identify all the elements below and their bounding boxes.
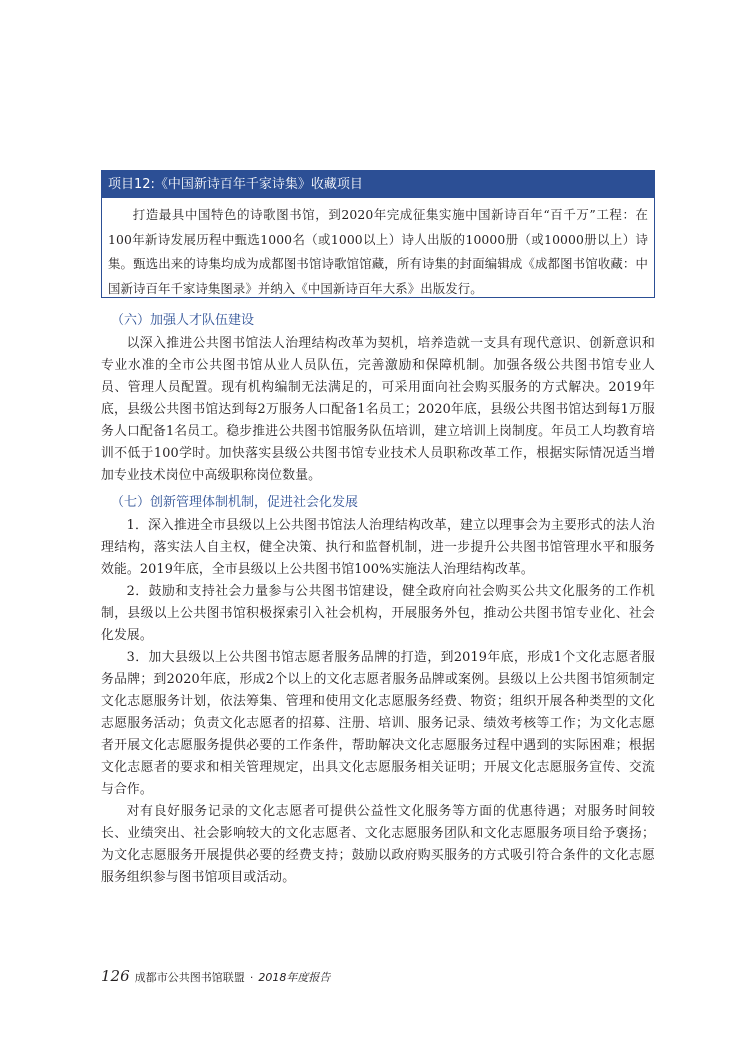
- paragraph: 2．鼓励和支持社会力量参与公共图书馆建设，健全政府向社会购买公共文化服务的工作机制，县级以上公共图书馆积极探索引入社会机构，开展服务外包，推动公共图书馆专业化、社会化发展。: [101, 584, 655, 643]
- section-heading-6: （六）加强人才队伍建设: [111, 313, 255, 328]
- main-content: [101, 305, 655, 889]
- page-number: 126: [101, 967, 130, 985]
- paragraph: 3．加大县级以上公共图书馆志愿者服务品牌的打造，到2019年底，形成1个文化志愿者服务品牌；到2020年底，形成2个以上的文化志愿者服务品牌或案例。县级以上公共图书馆须制定文化志愿服务计划，依法筹集、管理和使用文化志愿服务经费、物资；组织开展各种类型的文化志愿服务活动；负责文化志愿者的招募、注册、培训、服务记录、绩效考核等工作；为文化志愿者开展文化志愿服务提供必要的工作条件，帮助解决文化志愿服务过程中遇到的实际困难；根据文化志愿者的要求和相关管理规定，出具文化志愿服务相关证明；开展文化志愿服务宣传、交流与合作。: [101, 650, 655, 797]
- project-box-text: 打造最具中国特色的诗歌图书馆，到2020年完成征集实施中国新诗百年“百千万”工程：在100年新诗发展历程中甄选1000名（或1000以上）诗人出版的10000册（或10000册以上）诗集。甄选出来的诗集均成为成都图书馆诗歌馆馆藏，所有诗集的封面编辑成《成都图书馆收藏：中国新诗百年千家诗集图录》并纳入《中国新诗百年大系》出版发行。: [108, 207, 648, 296]
- page-footer: [101, 966, 330, 985]
- project-box-title: 项目12:《中国新诗百年千家诗集》收藏项目: [102, 171, 654, 198]
- paragraph: 对有良好服务记录的文化志愿者可提供公益性文化服务等方面的优惠待遇；对服务时间较长、业绩突出、社会影响较大的文化志愿者、文化志愿服务团队和文化志愿服务项目给予褒扬；为文化志愿服务开展提供必要的经费支持；鼓励以政府购买服务的方式吸引符合条件的文化志愿服务组织参与图书馆项目或活动。: [101, 804, 655, 885]
- paragraph: 1．深入推进全市县级以上公共图书馆法人治理结构改革，建立以理事会为主要形式的法人治理结构，落实法人自主权，健全决策、执行和监督机制，进一步提升公共图书馆管理水平和服务效能。2019年底，全市县级以上公共图书馆100%实施法人治理结构改革。: [101, 518, 655, 577]
- paragraph: 以深入推进公共图书馆法人治理结构改革为契机，培养造就一支具有现代意识、创新意识和专业水准的全市公共图书馆从业人员队伍，完善激励和保障机制。加强各级公共图书馆专业人员、管理人员配置。现有机构编制无法满足的，可采用面向社会购买服务的方式解决。2019年底，县级公共图书馆达到每2万服务人口配备1名员工；2020年底，县级公共图书馆达到每1万服务人口配备1名员工。稳步推进公共图书馆服务队伍培训，建立培训上岗制度。年员工人均教育培训不低于100学时。加快落实县级公共图书馆专业技术人员职称改革工作，根据实际情况适当增加专业技术岗位中高级职称岗位数量。: [101, 336, 655, 483]
- project-box: [101, 170, 655, 298]
- project-box-body: [102, 198, 654, 301]
- footer-separator: ·: [249, 971, 254, 984]
- section-heading-7: （七）创新管理体制机制，促进社会化发展: [111, 495, 359, 510]
- footer-report: 2018年度报告: [258, 971, 331, 984]
- footer-organization: 成都市公共图书馆联盟: [134, 971, 245, 984]
